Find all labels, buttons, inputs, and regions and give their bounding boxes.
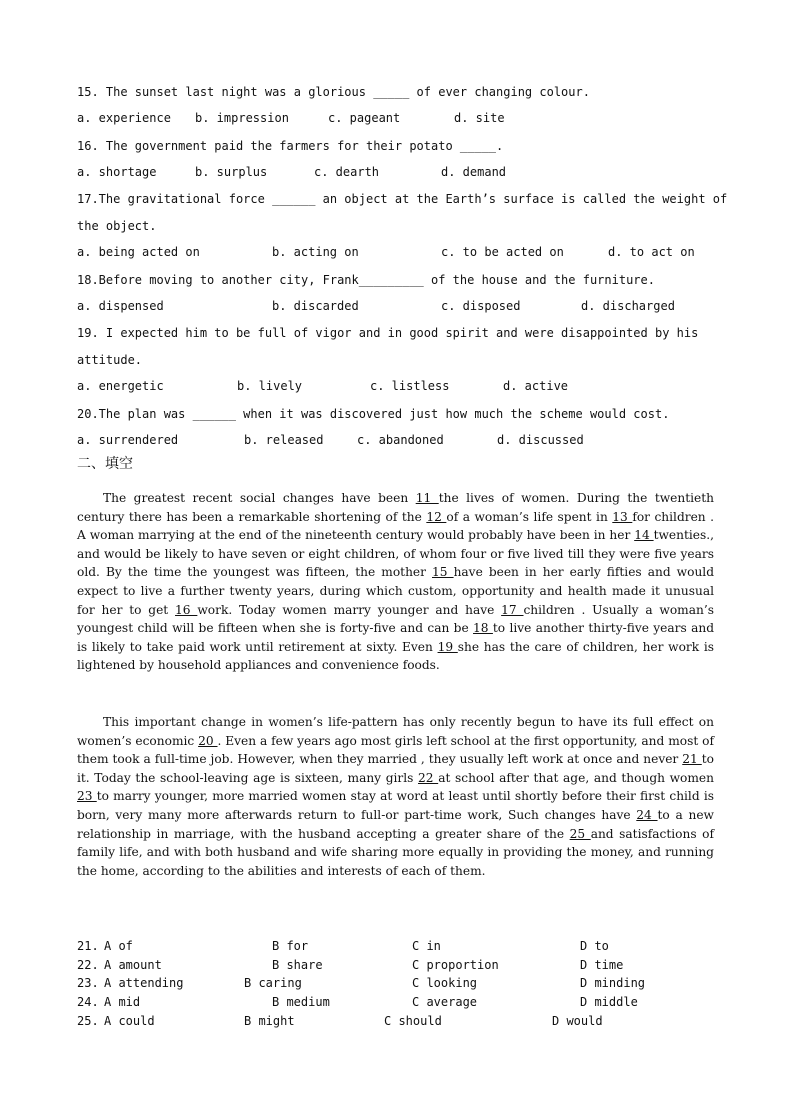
passage-text: twenties., and would be likely to have seven or eight children, of whom four or five lived till they were five years old. By the time the youngest was fifteen, the mother: [77, 528, 714, 580]
passage-text: children . Usually a woman’s youngest child will be fifteen when she is forty-five and can be: [77, 602, 714, 636]
q20-option-c: c. abandoned: [357, 433, 444, 447]
passage-text: she has the care of children, her work is lightened by household appliances and convenience foods.: [77, 639, 714, 673]
cloze-25-option-d: D would: [552, 1014, 603, 1028]
passage-text: The greatest recent social changes have been: [103, 491, 416, 505]
passage-text: for children . A woman marrying at the end of the nineteenth century would probably have been in her: [77, 509, 715, 543]
cloze-24-option-d: D middle: [580, 995, 638, 1009]
cloze-23-option-d: D minding: [580, 976, 646, 990]
cloze-23-option-c: C looking: [412, 976, 478, 990]
cloze-21-option-c: C in: [412, 939, 441, 953]
blank-12: 12: [426, 509, 447, 524]
passage-paragraph-1: [77, 489, 714, 675]
question-15-stem: 15. The sunset last night was a glorious _____ of ever changing colour.: [77, 85, 590, 99]
cloze-21-number: 21.: [77, 939, 99, 953]
cloze-21-option-a: A of: [104, 939, 133, 953]
question-18-stem: 18.Before moving to another city, Frank_________ of the house and the furniture.: [77, 273, 655, 287]
blank-19: 19: [437, 639, 458, 654]
blank-23: 23: [77, 789, 97, 804]
cloze-25-option-c: C should: [384, 1014, 442, 1028]
blank-15: 15: [432, 565, 454, 580]
q17-option-c: c. to be acted on: [441, 245, 564, 259]
cloze-25-option-a: A could: [104, 1014, 155, 1028]
passage-text: of a woman’s life spent in: [446, 509, 613, 524]
passage-text: to marry younger, more married women stay at word at least until shortly before their first child is born, very many more afterwards return to full-or part-time work, Such changes have: [77, 789, 715, 822]
q17-option-a: a. being acted on: [77, 245, 200, 259]
question-16-stem: 16. The government paid the farmers for their potato _____.: [77, 139, 504, 153]
q19-option-c: c. listless: [370, 379, 450, 393]
q15-option-d: d. site: [454, 111, 505, 125]
cloze-24-option-c: C average: [412, 995, 478, 1009]
cloze-25-number: 25.: [77, 1014, 99, 1028]
section-heading-fill-in: 二、填空: [77, 456, 133, 472]
passage-text: This important change in women’s life-pattern has only recently begun to have its full effect on women’s economic: [77, 715, 714, 748]
blank-13: 13: [612, 509, 633, 524]
cloze-23-option-a: A attending: [104, 976, 184, 990]
passage-text: at school after that age, and though women: [438, 770, 714, 785]
blank-17: 17: [501, 602, 524, 617]
passage-text: . Even a few years ago most girls left school at the first opportunity, and most of them took a full-time job. However, when they married , they usually left work at once and never: [77, 733, 714, 767]
q17-option-b: b. acting on: [272, 245, 359, 259]
passage-text: and satisfactions of family life, and with both husband and wife sharing more equally in providing the money, and running the home, according to the abilities and interests of each of them.: [77, 826, 714, 878]
cloze-22-option-c: C proportion: [412, 958, 499, 972]
passage-text: to a new relationship in marriage, with the husband accepting a greater share of the: [77, 807, 714, 841]
q20-option-d: d. discussed: [497, 433, 584, 447]
q18-option-c: c. disposed: [441, 299, 521, 313]
cloze-22-option-b: B share: [272, 958, 323, 972]
q15-option-c: c. pageant: [328, 111, 401, 125]
q18-option-b: b. discarded: [272, 299, 359, 313]
cloze-24-option-a: A mid: [104, 995, 141, 1009]
q19-option-d: d. active: [503, 379, 569, 393]
passage-text: the lives of women. During the twentieth century there has been a remarkable shortening of the: [77, 491, 714, 524]
question-19-stem-line1: 19. I expected him to be full of vigor and in good spirit and were disappointed by his: [77, 326, 699, 340]
q20-option-a: a. surrendered: [77, 433, 179, 447]
blank-21: 21: [682, 752, 702, 767]
q18-option-a: a. dispensed: [77, 299, 164, 313]
cloze-21-option-b: B for: [272, 939, 309, 953]
cloze-25-option-b: B might: [244, 1014, 295, 1028]
cloze-22-number: 22.: [77, 958, 99, 972]
q20-option-b: b. released: [244, 433, 324, 447]
q16-option-c: c. dearth: [314, 165, 380, 179]
cloze-23-number: 23.: [77, 976, 99, 990]
cloze-22-option-d: D time: [580, 958, 624, 972]
cloze-23-option-b: B caring: [244, 976, 302, 990]
question-20-stem: 20.The plan was ______ when it was discovered just how much the scheme would cost.: [77, 407, 670, 421]
question-17-stem-line1: 17.The gravitational force ______ an object at the Earth’s surface is called the weight of: [77, 192, 728, 206]
blank-18: 18: [473, 621, 493, 636]
blank-24: 24: [636, 807, 658, 822]
cloze-21-option-d: D to: [580, 939, 609, 953]
cloze-24-number: 24.: [77, 995, 99, 1009]
q15-option-b: b. impression: [195, 111, 289, 125]
q16-option-d: d. demand: [441, 165, 507, 179]
q17-option-d: d. to act on: [608, 245, 695, 259]
passage-text: have been in her early fifties and would expect to live a further twenty years, during which custom, opportunity and health made it unusual for her to get: [77, 565, 714, 617]
q19-option-b: b. lively: [237, 379, 303, 393]
cloze-22-option-a: A amount: [104, 958, 162, 972]
passage-paragraph-2: [77, 713, 714, 880]
q16-option-a: a. shortage: [77, 165, 157, 179]
blank-25: 25: [569, 826, 591, 841]
blank-14: 14: [634, 528, 654, 543]
blank-16: 16: [175, 602, 198, 617]
passage-text: to it. Today the school-leaving age is sixteen, many girls: [77, 752, 714, 785]
cloze-24-option-b: B medium: [272, 995, 330, 1009]
passage-text: to live another thirty-five years and is likely to take paid work until retirement at sixty. Even: [77, 621, 714, 654]
question-17-stem-line2: the object.: [77, 219, 157, 233]
q15-option-a: a. experience: [77, 111, 171, 125]
blank-11: 11: [415, 491, 439, 505]
blank-20: 20: [198, 733, 218, 748]
q18-option-d: d. discharged: [581, 299, 675, 313]
q16-option-b: b. surplus: [195, 165, 268, 179]
blank-22: 22: [418, 770, 439, 785]
question-19-stem-line2: attitude.: [77, 353, 143, 367]
passage-text: work. Today women marry younger and have: [197, 602, 502, 617]
q19-option-a: a. energetic: [77, 379, 164, 393]
